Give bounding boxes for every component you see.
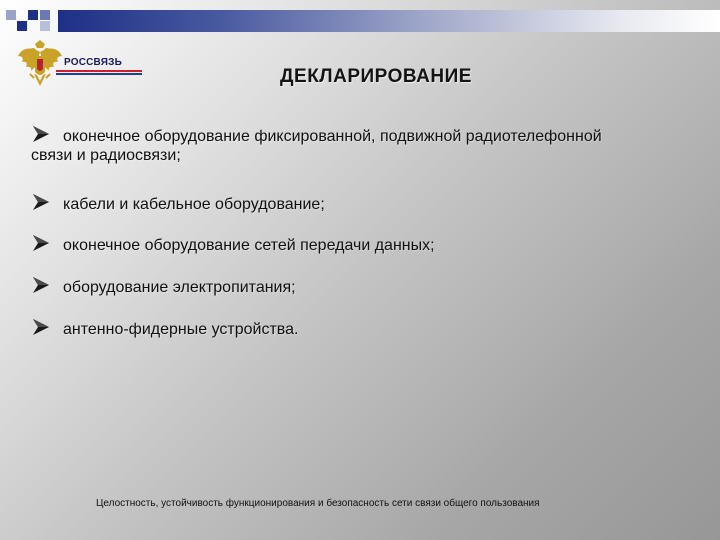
decor-square [40, 10, 50, 20]
double-headed-eagle-emblem-icon [16, 40, 64, 92]
arrowhead-bullet-icon [31, 192, 51, 212]
arrowhead-bullet-icon [31, 124, 51, 144]
top-decorative-band [58, 10, 720, 32]
list-item [31, 233, 435, 255]
brand-name: РОССВЯЗЬ [64, 57, 122, 68]
decor-square [17, 21, 27, 31]
decor-square [40, 21, 50, 31]
arrowhead-bullet-icon [31, 233, 51, 253]
page-title: ДЕКЛАРИРОВАНИЕ [280, 66, 472, 87]
list-item-text: оборудование электропитания; [63, 279, 296, 296]
list-item-text: кабели и кабельное оборудование; [63, 196, 325, 213]
list-item [31, 275, 296, 297]
list-item-text: оконечное оборудование сетей передачи данных; [63, 237, 435, 254]
list-item-text-continued: связи и радиосвязи; [31, 147, 181, 164]
footer-note: Целостность, устойчивость функционирования и безопасность сети связи общего пользования [96, 498, 540, 509]
decor-square [28, 10, 38, 20]
list-item-text: оконечное оборудование фиксированной, подвижной радиотелефонной [63, 128, 602, 145]
list-item [31, 317, 298, 339]
list-item-text: антенно-фидерные устройства. [63, 321, 299, 338]
brand-red-line [56, 70, 142, 72]
arrowhead-bullet-icon [31, 317, 51, 337]
decor-square [6, 10, 16, 20]
arrowhead-bullet-icon [31, 275, 51, 295]
list-item [31, 192, 325, 214]
brand-blue-line [56, 73, 142, 75]
list-item [31, 124, 602, 165]
